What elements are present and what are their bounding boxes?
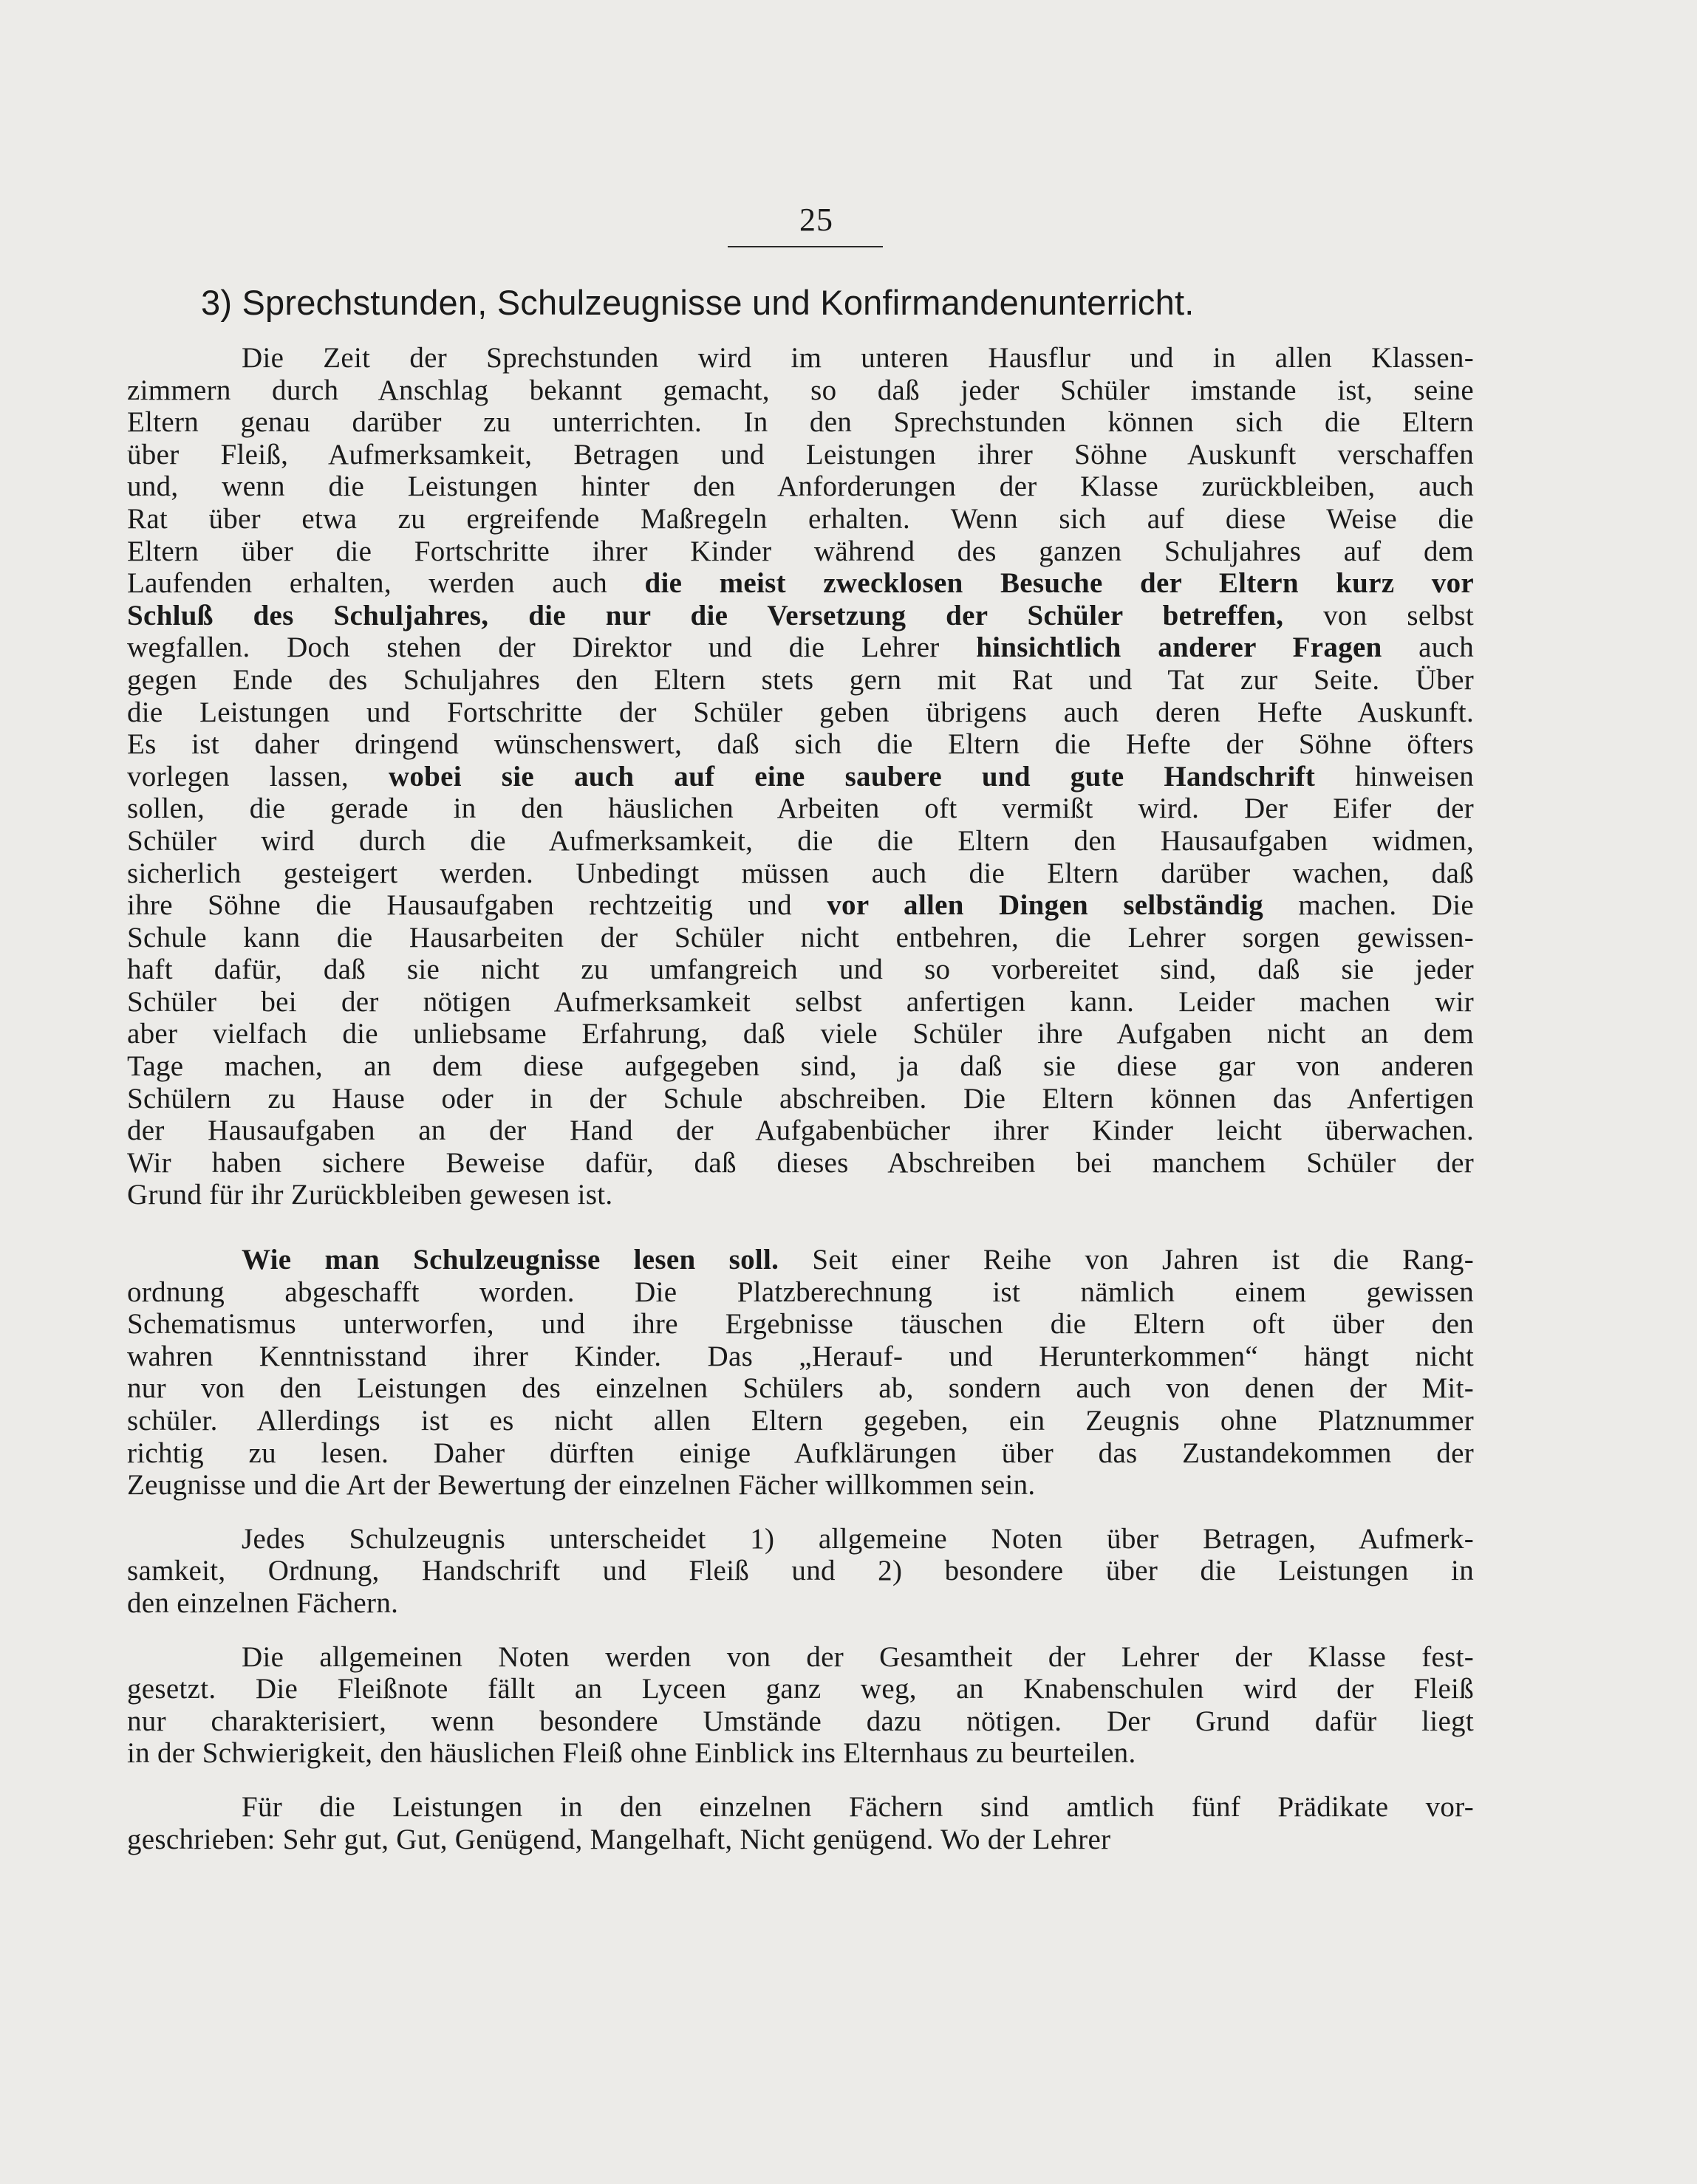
paragraph-gap [127, 1770, 1474, 1791]
text-line [127, 1673, 1474, 1705]
text-segment: hinweisen [1315, 760, 1474, 793]
text-segment: samkeit, Ordnung, Handschrift und Fleiß und 2) besondere über die Leistungen in [127, 1555, 1474, 1587]
paragraph-gap [127, 1211, 1474, 1244]
bold-text: hinsichtlich anderer Fragen [976, 631, 1382, 664]
text-segment: Es ist daher dringend wünschenswert, daß sich die Eltern die Hefte der Söhne öfters [127, 728, 1474, 761]
text-segment: Für die Leistungen in den einzelnen Fächern sind amtlich fünf Prädikate vor- [242, 1790, 1474, 1823]
text-line [127, 986, 1474, 1019]
bold-text: Schluß des Schuljahres, die nur die Versetzung der Schüler betreffen, [127, 599, 1284, 631]
bold-text: vor allen Dingen selbständig [827, 889, 1264, 922]
text-segment: Schülern zu Hause oder in der Schule abschreiben. Die Eltern können das Anfertigen [127, 1082, 1474, 1115]
text-segment: sicherlich gesteigert werden. Unbedingt müssen auch die Eltern darüber wachen, daß [127, 857, 1474, 889]
text-segment: Rat über etwa zu ergreifende Maßregeln erhalten. Wenn sich auf diese Weise die [127, 502, 1474, 535]
bold-text: wobei sie auch auf eine saubere und gute Handschrift [388, 760, 1316, 793]
text-segment: den einzelnen Fächern. [127, 1586, 399, 1619]
text-segment: Schule kann die Hausarbeiten der Schüler nicht entbehren, die Lehrer sorgen gewissen- [127, 921, 1474, 954]
text-line [127, 1341, 1474, 1373]
text-line [127, 1147, 1474, 1180]
text-line [127, 857, 1474, 890]
text-line [127, 1083, 1474, 1115]
text-line [127, 954, 1474, 986]
text-segment: Schüler bei der nötigen Aufmerksamkeit selbst anfertigen kann. Leider machen wir [127, 985, 1474, 1018]
bold-text: Wie man Schulzeugnisse lesen soll. [242, 1244, 779, 1276]
paragraph-noten-arten [127, 1523, 1474, 1620]
section-heading: 3) Sprechstunden, Schulzeugnisse und Konfirmandenunterricht. [201, 283, 1195, 322]
text-line [127, 1115, 1474, 1147]
text-segment: von selbst [1283, 599, 1475, 631]
text-segment: und, wenn die Leistungen hinter den Anforderungen der Klasse zurückbleiben, auch [127, 470, 1474, 503]
text-segment: Schematismus unterworfen, und ihre Ergebnisse täuschen die Eltern oft über den [127, 1308, 1474, 1341]
text-segment: geschrieben: Sehr gut, Gut, Genügend, Mangelhaft, Nicht genügend. Wo der Lehrer [127, 1823, 1111, 1855]
text-segment: zimmern durch Anschlag bekannt gemacht, so daß jeder Schüler imstande ist, seine [127, 374, 1474, 406]
text-segment: wegfallen. Doch stehen der Direktor und die Lehrer [127, 631, 977, 664]
paragraph-gap [127, 1620, 1474, 1641]
text-line [127, 793, 1474, 825]
text-segment: in der Schwierigkeit, den häuslichen Fleiß ohne Einblick ins Elternhaus zu beurteilen. [127, 1737, 1136, 1770]
text-segment: Grund für ihr Zurückbleiben gewesen ist. [127, 1179, 613, 1211]
text-line [127, 1372, 1474, 1405]
text-line [127, 1469, 1474, 1502]
text-segment: sollen, die gerade in den häuslichen Arbeiten oft vermißt wird. Der Eifer der [127, 793, 1474, 825]
text-line [127, 1276, 1474, 1309]
text-line [127, 889, 1474, 922]
text-segment: nur von den Leistungen des einzelnen Schülers ab, sondern auch von denen der Mit- [127, 1372, 1474, 1405]
text-line [127, 1824, 1474, 1856]
text-line [127, 470, 1474, 503]
text-segment: Die allgemeinen Noten werden von der Gesamtheit der Lehrer der Klasse fest- [242, 1640, 1474, 1673]
text-line [127, 567, 1474, 600]
paragraph-sprechstunden [127, 342, 1474, 1211]
text-segment: aber vielfach die unliebsame Erfahrung, daß viele Schüler ihre Aufgaben nicht an dem [127, 1018, 1474, 1050]
text-segment: gesetzt. Die Fleißnote fällt an Lyceen ganz weg, an Knabenschulen wird der Fleiß [127, 1673, 1474, 1705]
text-segment: Eltern über die Fortschritte ihrer Kinder während des ganzen Schuljahres auf dem [127, 535, 1474, 567]
text-segment: richtig zu lesen. Daher dürften einige Aufklärungen über das Zustandekommen der [127, 1437, 1474, 1469]
text-segment: Laufenden erhalten, werden auch [127, 567, 645, 600]
text-segment: Schüler wird durch die Aufmerksamkeit, die die Eltern den Hausaufgaben widmen, [127, 824, 1474, 857]
text-segment: Zeugnisse und die Art der Bewertung der einzelnen Fächer willkommen sein. [127, 1469, 1036, 1502]
text-segment: Seit einer Reihe von Jahren ist die Rang- [779, 1244, 1474, 1276]
text-segment: schüler. Allerdings ist es nicht allen Eltern gegeben, ein Zeugnis ohne Platznummer [127, 1405, 1474, 1437]
text-line [127, 825, 1474, 857]
text-segment: vorlegen lassen, [127, 760, 389, 793]
text-line [127, 696, 1474, 729]
bold-text: die meist zwecklosen Besuche der Eltern kurz vor [644, 567, 1474, 600]
text-line [127, 922, 1474, 954]
text-line [127, 1405, 1474, 1437]
page-number: 25 [799, 202, 833, 238]
text-line [127, 600, 1474, 632]
text-segment: Tage machen, an dem diese aufgegeben sind, ja daß sie diese gar von anderen [127, 1050, 1474, 1083]
paragraph-gap [127, 1502, 1474, 1523]
text-segment: auch [1382, 631, 1474, 664]
text-segment: ordnung abgeschafft worden. Die Platzberechnung ist nämlich einem gewissen [127, 1276, 1474, 1308]
text-line [127, 1641, 1474, 1674]
text-segment: wahren Kenntnisstand ihrer Kinder. Das „Herauf- und Herunterkommen“ hängt nicht [127, 1340, 1474, 1372]
paragraph-leistungen [127, 1791, 1474, 1855]
text-line [127, 503, 1474, 535]
text-segment: Wir haben sichere Beweise dafür, daß dieses Abschreiben bei manchem Schüler der [127, 1146, 1474, 1179]
text-line [127, 728, 1474, 761]
text-line [127, 1587, 1474, 1620]
text-line [127, 1179, 1474, 1211]
body-text [127, 342, 1474, 1855]
text-segment: der Hausaufgaben an der Hand der Aufgabenbücher ihrer Kinder leicht überwachen. [127, 1115, 1474, 1147]
text-segment: Jedes Schulzeugnis unterscheidet 1) allgemeine Noten über Betragen, Aufmerk- [242, 1522, 1474, 1555]
text-segment: Die Zeit der Sprechstunden wird im unteren Hausflur und in allen Klassen- [242, 342, 1474, 374]
text-line [127, 439, 1474, 471]
text-line [127, 1308, 1474, 1341]
text-line [127, 631, 1474, 664]
text-line [127, 761, 1474, 793]
text-segment: ihre Söhne die Hausaufgaben rechtzeitig und [127, 889, 827, 922]
text-line [127, 1244, 1474, 1276]
text-line [127, 1705, 1474, 1738]
text-segment: über Fleiß, Aufmerksamkeit, Betragen und Leistungen ihrer Söhne Auskunft verschaffen [127, 438, 1474, 470]
text-line [127, 664, 1474, 696]
text-line [127, 1791, 1474, 1824]
paragraph-schulzeugnisse [127, 1244, 1474, 1502]
paragraph-allgemeine-noten [127, 1641, 1474, 1770]
text-line [127, 1437, 1474, 1470]
text-line [127, 1050, 1474, 1083]
text-line [127, 1523, 1474, 1555]
text-line [127, 406, 1474, 439]
text-line [127, 374, 1474, 407]
text-segment: gegen Ende des Schuljahres den Eltern stets gern mit Rat und Tat zur Seite. Über [127, 663, 1474, 696]
text-line [127, 1737, 1474, 1770]
text-segment: haft dafür, daß sie nicht zu umfangreich und so vorbereitet sind, daß sie jeder [127, 954, 1474, 986]
text-line [127, 342, 1474, 374]
text-segment: Eltern genau darüber zu unterrichten. In den Sprechstunden können sich die Eltern [127, 406, 1474, 439]
text-line [127, 1018, 1474, 1050]
text-segment: nur charakterisiert, wenn besondere Umstände dazu nötigen. Der Grund dafür liegt [127, 1705, 1474, 1737]
text-segment: machen. Die [1263, 889, 1474, 922]
text-segment: die Leistungen und Fortschritte der Schüler geben übrigens auch deren Hefte Auskunft. [127, 696, 1474, 728]
page-number-rule [728, 246, 883, 247]
text-line [127, 1555, 1474, 1587]
text-line [127, 535, 1474, 568]
